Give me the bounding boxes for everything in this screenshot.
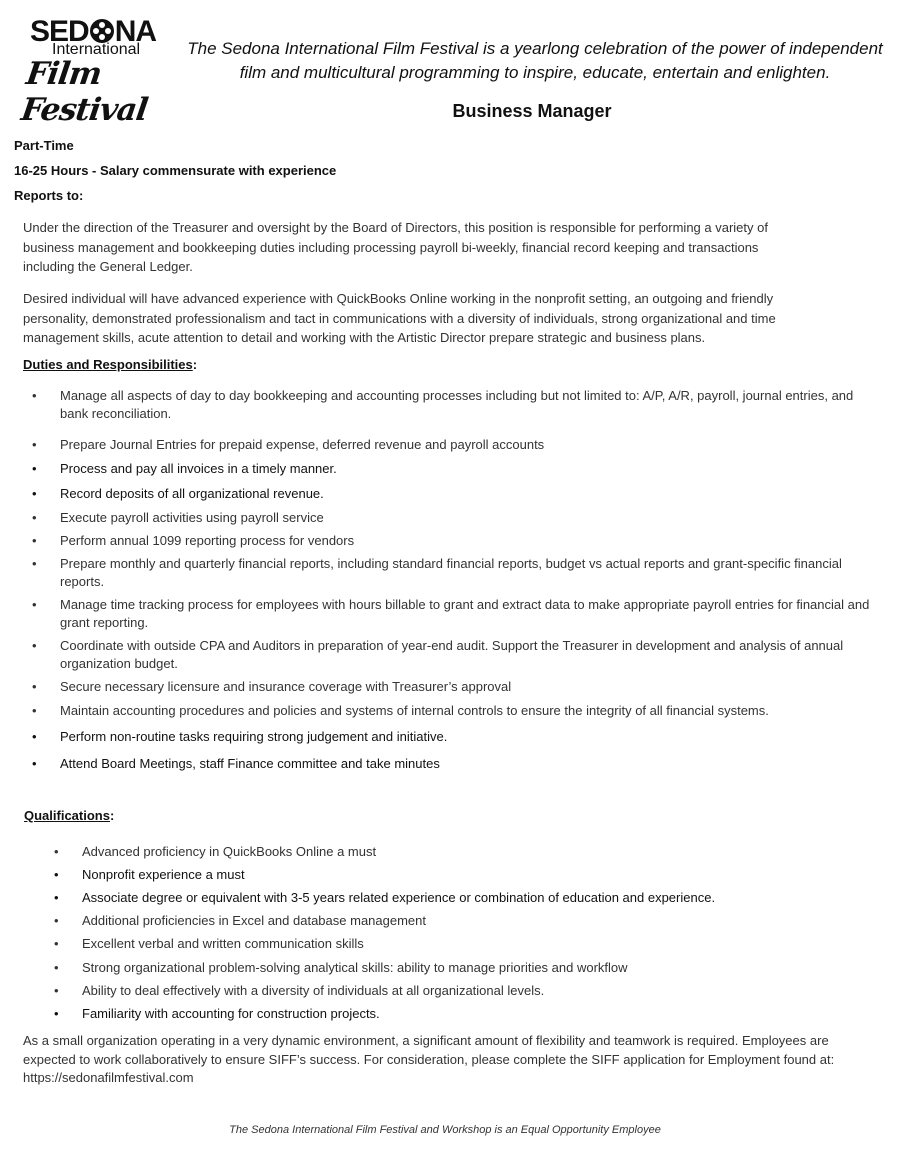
intro-paragraph-1: Under the direction of the Treasurer and oversight by the Board of Directors, this position is responsible for performing a variety of business management and bookkeeping duties including processing payroll bi-weekly, financial record keeping and transactions including the General Ledger. <box>23 220 768 274</box>
qualifications-heading: Qualifications: <box>24 808 115 823</box>
closing-paragraph: As a small organization operating in a very dynamic environment, a significant amount of flexibility and teamwork is required. Employees are expected to work collaboratively to ensure SIFF’s success. For consideration, please complete the SIFF application for Employment found at: https://sedonafilmfestival.com <box>23 1033 835 1085</box>
logo-script: Film Festival <box>18 56 150 128</box>
logo-wordmark: SED NA <box>30 15 157 48</box>
festival-tagline: The Sedona International Film Festival is a yearlong celebration of the power of independent film and multicultural programming to inspire, educate, entertain and enlighten. <box>187 39 883 82</box>
equal-opportunity-footer: The Sedona International Film Festival and Workshop is an Equal Opportunity Employee <box>229 1124 661 1136</box>
festival-logo <box>18 14 172 128</box>
film-reel-icon <box>90 19 114 43</box>
job-title: Business Manager <box>452 101 612 121</box>
employment-type: Part-Time <box>14 138 74 153</box>
document-page: SED NA International Film Festival The Sedona International Film Festival is a yearlong celebration of the power of independent film and multicultural programming to inspire, educate, entertain and enlighten. Business Manager Part-Time 16-25 Hours - Salary commensurate with experience Reports to: Under the direction of the Treasurer and oversight by the Board of Directors, this position is responsible for performing a variety of business management and bookkeeping duties including processing payroll bi-weekly, financial record keeping and transactions including the General Ledger. Desired individual will have advanced experience with QuickBooks Online working in the nonprofit setting, an outgoing and friendly personality, demonstrated professionalism and tact in communications with a diversity of individuals, strong organizational and time management skills, acute attention to detail and working with the Artistic Director prepare strategic and business plans. Duties and Responsibilities: • Manage all aspects of day to day bookkeeping and accounting processes including but not limited to: A/P, A/R, payroll, journal entries, and bank reconciliation. • Prepare Journal Entries for prepaid expense, deferred revenue and payroll accounts • Process and pay all invoices in a timely manner. • Record deposits of all organizational revenue. • Execute payroll activities using payroll service • Perform annual 1099 reporting process for vendors • Prepare monthly and quarterly financial reports, including standard financial reports, budget vs actual reports and grant-specific financial reports. • Manage time tracking process for employees with hours billable to grant and extract data to make appropriate payroll entries for financial and grant reporting. • Coordinate with outside CPA and Auditors in preparation of year-end audit. Support the Treasurer in development and analysis of annual organization budget. • Secure necessary licensure and insurance coverage with Treasurer’s approval • Maintain accounting procedures and policies and systems of internal controls to ensure the integrity of all financial systems. • Perform non-routine tasks requiring strong judgement and initiative. • Attend Board Meetings, staff Finance committee and take minutes Qualifications: • Advanced proficiency in QuickBooks Online a must • Nonprofit experience a must • Associate degree or equivalent with 3-5 years related experience or combination of education and experience. • Additional proficiencies in Excel and database management • Excellent verbal and written communication skills • Strong organizational problem-solving analytical skills: ability to manage priorities and workflow • Ability to deal effectively with a diversity of individuals at all organizational levels. • Familiarity with accounting for construction projects. As a small organization operating in a very dynamic environment, a significant amount of flexibility and teamwork is required. Employees are expected to work collaboratively to ensure SIFF’s success. For consideration, please complete the SIFF application for Employment found at: https://sedonafilmfestival.com The Sedona International Film Festival and Workshop is an Equal Opportunity Employee <box>0 0 900 1155</box>
reports-to: Reports to: <box>14 188 84 203</box>
duties-heading: Duties and Responsibilities: <box>23 357 198 372</box>
hours-salary: 16-25 Hours - Salary commensurate with experience <box>14 163 337 178</box>
logo-international: International <box>52 41 141 58</box>
intro-paragraph-2: Desired individual will have advanced experience with QuickBooks Online working in the nonprofit setting, an outgoing and friendly personality, demonstrated professionalism and tact in communications with a diversity of individuals, strong organizational and time management skills, acute attention to detail and working with the Artistic Director prepare strategic and business plans. <box>23 291 776 345</box>
